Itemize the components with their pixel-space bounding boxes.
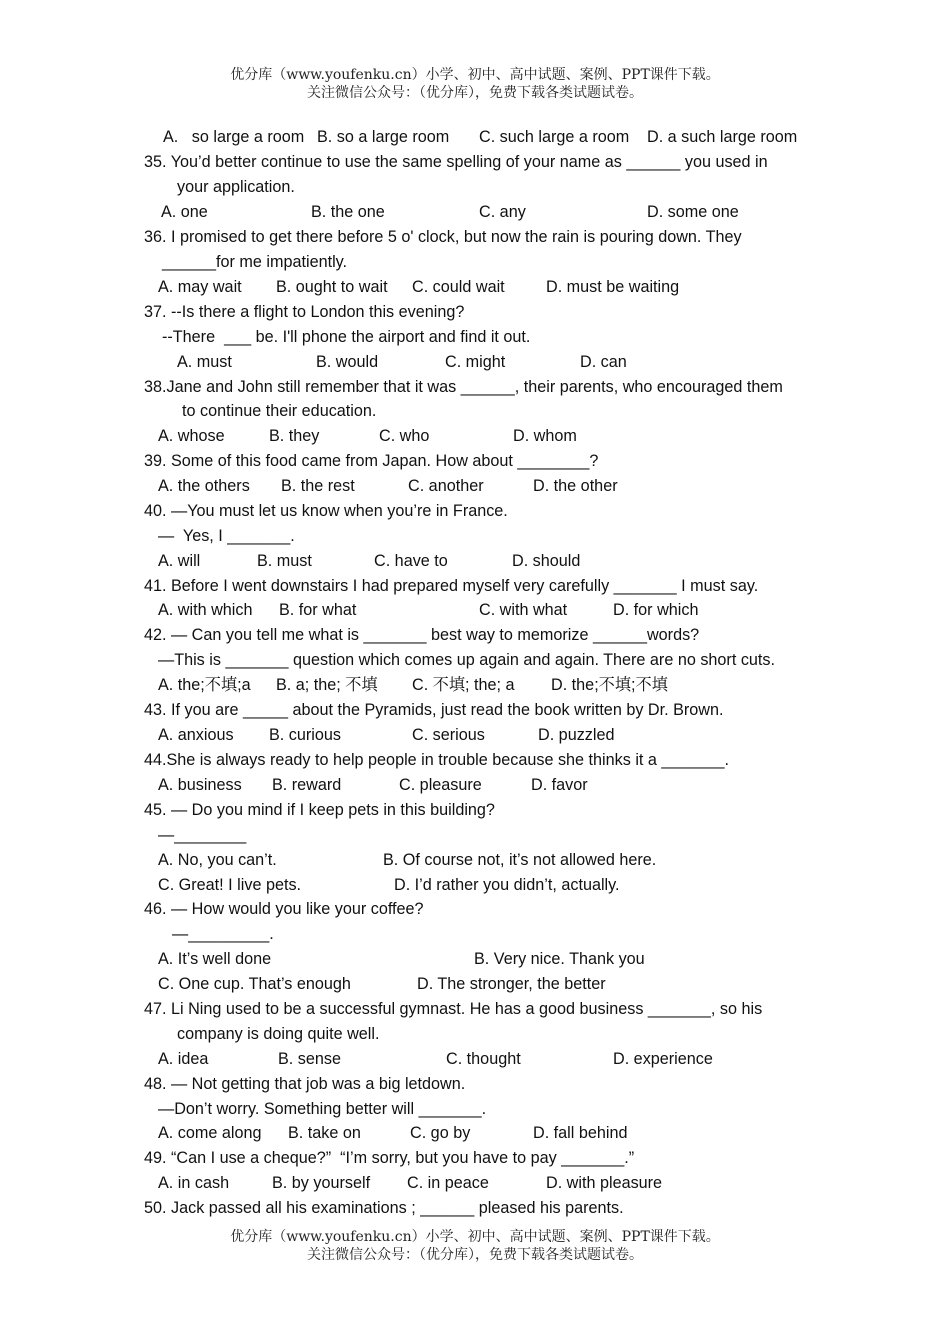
option-c: C. could wait: [412, 278, 505, 296]
option-c: C. with what: [479, 601, 568, 619]
question-37-stem: 37. --Is there a flight to London this evening?: [144, 303, 465, 321]
option-b: B. reward: [272, 776, 342, 794]
question-43-stem: 43. If you are _____ about the Pyramids, just read the book written by Dr. Brown.: [144, 701, 724, 719]
option-b: B. the one: [311, 203, 385, 221]
option-d: D. must be waiting: [546, 278, 680, 296]
option-a: A. so large a room: [163, 128, 305, 146]
page-header: [0, 66, 950, 102]
question-42-stem-cont: —This is _______ question which comes up again and again. There are no short cuts.: [158, 651, 775, 669]
option-b: B. Of course not, it’s not allowed here.: [383, 851, 657, 869]
option-b: B. so a large room: [317, 128, 450, 146]
option-d: D. I’d rather you didn’t, actually.: [394, 876, 620, 894]
option-a: A. idea: [158, 1050, 209, 1068]
question-48-stem: 48. — Not getting that job was a big letdown.: [144, 1075, 466, 1093]
option-a: A. with which: [158, 601, 253, 619]
option-c: C. serious: [412, 726, 485, 744]
option-a: A. No, you can’t.: [158, 851, 277, 869]
option-c: C. One cup. That’s enough: [158, 975, 351, 993]
question-35-stem-cont: your application.: [177, 178, 295, 196]
footer-line-2: 关注微信公众号：（优分库），免费下载各类试题试卷。: [307, 1247, 643, 1263]
question-36-stem: 36. I promised to get there before 5 o' clock, but now the rain is pouring down. They: [144, 228, 742, 246]
option-d: D. should: [512, 552, 581, 570]
page-footer: [0, 1228, 950, 1264]
option-b: B. would: [316, 353, 379, 371]
question-50-stem: 50. Jack passed all his examinations ; ______ pleased his parents.: [144, 1199, 624, 1217]
option-c: C. any: [479, 203, 526, 221]
option-d: D. puzzled: [538, 726, 615, 744]
question-48-stem-cont: —Don’t worry. Something better will _______.: [158, 1100, 487, 1118]
question-44-stem: 44.She is always ready to help people in trouble because she thinks it a _______.: [144, 751, 729, 769]
option-c: C. such large a room: [479, 128, 630, 146]
option-b: B. ought to wait: [276, 278, 388, 296]
option-d: D. fall behind: [533, 1124, 628, 1142]
option-a: A. come along: [158, 1124, 262, 1142]
question-38-stem: 38.Jane and John still remember that it was ______, their parents, who encouraged them: [144, 378, 783, 396]
option-c: C. in peace: [407, 1174, 489, 1192]
option-a: A. one: [161, 203, 208, 221]
option-b: B. sense: [278, 1050, 341, 1068]
option-b: B. Very nice. Thank you: [474, 950, 645, 968]
question-40-stem: 40. —You must let us know when you’re in France.: [144, 502, 508, 520]
option-d: D. can: [580, 353, 627, 371]
question-39-stem: 39. Some of this food came from Japan. How about ________?: [144, 452, 599, 470]
option-d: D. The stronger, the better: [417, 975, 606, 993]
option-d: D. experience: [613, 1050, 713, 1068]
question-49-stem: 49. “Can I use a cheque?” “I’m sorry, but you have to pay _______.”: [144, 1149, 635, 1167]
option-c: C. Great! I live pets.: [158, 876, 302, 894]
question-46-stem: 46. — How would you like your coffee?: [144, 900, 424, 918]
option-c: C. pleasure: [399, 776, 482, 794]
option-b: B. for what: [279, 601, 357, 619]
question-47-stem: 47. Li Ning used to be a successful gymnast. He has a good business _______, so his: [144, 1000, 763, 1018]
question-45-stem: 45. — Do you mind if I keep pets in this building?: [144, 801, 495, 819]
question-37-stem-cont: --There ___ be. I'll phone the airport and find it out.: [162, 328, 531, 346]
question-36-stem-cont: ______for me impatiently.: [162, 253, 348, 271]
option-a: A. will: [158, 552, 201, 570]
option-d: D. a such large room: [647, 128, 798, 146]
question-47-stem-cont: company is doing quite well.: [177, 1025, 380, 1043]
question-45-stem-cont: —________: [158, 826, 247, 844]
option-b: B. the rest: [281, 477, 355, 495]
option-c: C. another: [408, 477, 484, 495]
option-d: D. for which: [613, 601, 699, 619]
option-a: A. may wait: [158, 278, 242, 296]
option-c: C. thought: [446, 1050, 521, 1068]
option-a: A. business: [158, 776, 242, 794]
option-a: A. the others: [158, 477, 250, 495]
option-a: A. anxious: [158, 726, 234, 744]
option-c: C. go by: [410, 1124, 471, 1142]
option-b: B. a; the; 不填: [276, 676, 378, 694]
question-46-stem-cont: —_________.: [172, 925, 274, 943]
question-35-stem: 35. You’d better continue to use the same spelling of your name as ______ you used in: [144, 153, 768, 171]
option-d: D. some one: [647, 203, 739, 221]
option-c: C. might: [445, 353, 506, 371]
header-line-2: 关注微信公众号：（优分库），免费下载各类试题试卷。: [307, 85, 643, 101]
option-a: A. the;不填;a: [158, 676, 251, 694]
option-a: A. whose: [158, 427, 225, 445]
option-c: C. who: [379, 427, 430, 445]
option-d: D. with pleasure: [546, 1174, 663, 1192]
question-42-stem: 42. — Can you tell me what is _______ best way to memorize ______words?: [144, 626, 700, 644]
option-b: B. by yourself: [272, 1174, 371, 1192]
option-b: B. must: [257, 552, 312, 570]
option-d: D. favor: [531, 776, 588, 794]
option-a: A. must: [177, 353, 232, 371]
option-d: D. whom: [513, 427, 577, 445]
option-b: B. take on: [288, 1124, 361, 1142]
question-38-stem-cont: to continue their education.: [182, 402, 377, 420]
question-40-stem-cont: — Yes, I _______.: [158, 527, 295, 545]
option-c: C. have to: [374, 552, 448, 570]
option-b: B. curious: [269, 726, 341, 744]
option-a: A. It’s well done: [158, 950, 272, 968]
header-line-1: 优分库（www.youfenku.cn）小学、初中、高中试题、案例、PPT课件下载。: [230, 67, 720, 83]
footer-line-1: 优分库（www.youfenku.cn）小学、初中、高中试题、案例、PPT课件下载。: [230, 1229, 720, 1245]
question-41-stem: 41. Before I went downstairs I had prepared myself very carefully _______ I must say.: [144, 577, 759, 595]
option-d: D. the other: [533, 477, 618, 495]
option-a: A. in cash: [158, 1174, 230, 1192]
option-c: C. 不填; the; a: [412, 676, 515, 694]
option-d: D. the;不填;不填: [551, 676, 668, 694]
option-b: B. they: [269, 427, 320, 445]
